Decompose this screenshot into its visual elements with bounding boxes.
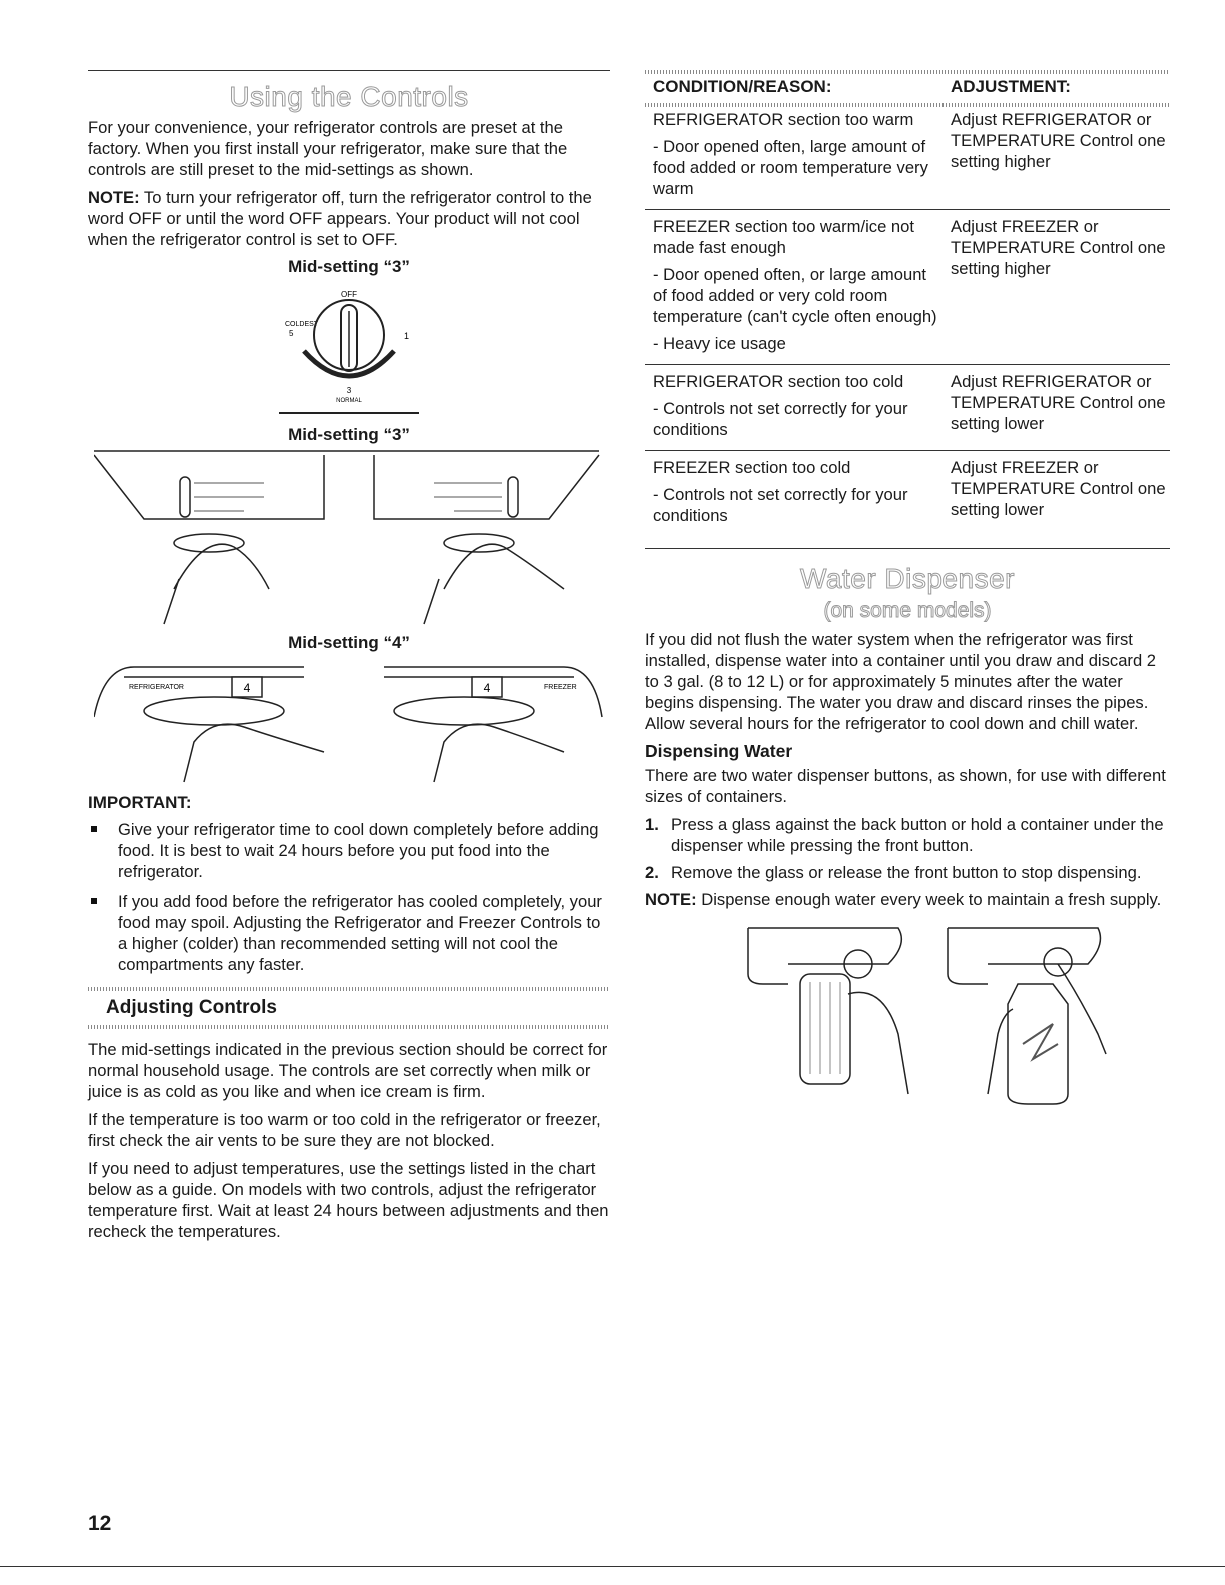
- note-paragraph: [88, 187, 610, 250]
- table-header-row: [645, 74, 1170, 101]
- bottom-rule: [0, 1566, 1225, 1567]
- adjustment-cell: Adjust REFRIGERATOR or TEMPERATURE Control one setting lower: [943, 365, 1170, 451]
- important-item: If you add food before the refrigerator has cooled completely, your food may spoil. Adjusting the Refrigerator and Freezer Controls to a higher (colder) than recommended setting will not cool the compartments any faster.: [88, 891, 610, 975]
- freezer-slider-panel: [384, 667, 602, 782]
- note-text: Dispense enough water every week to maintain a fresh supply.: [696, 890, 1162, 909]
- caption-dial: Mid-setting “3”: [288, 257, 410, 276]
- caption-dual-control: Mid-setting “3”: [288, 425, 410, 444]
- adjusting-controls-heading: Adjusting Controls: [106, 997, 277, 1018]
- table-header-adjustment: ADJUSTMENT:: [951, 77, 1071, 96]
- dial-one-label: 1: [404, 331, 410, 341]
- reason-text: - Door opened often, or large amount of food added or very cold room temperature (can't cycle often enough): [653, 265, 937, 326]
- reason-text: - Controls not set correctly for your conditions: [653, 485, 908, 525]
- adjusting-paragraph: The mid-settings indicated in the previous section should be correct for normal household usage. The controls are set correctly when milk or juice is as cold as you like and when ice cream is firm.: [88, 1040, 608, 1101]
- left-column: [88, 70, 610, 1249]
- table-row: [645, 101, 1170, 210]
- intro-paragraph: For your convenience, your refrigerator controls are preset at the factory. When you first install your refrigerator, make sure that the controls are still preset to the mid-settings as shown.: [88, 118, 568, 179]
- dial-off-label: OFF: [341, 290, 357, 299]
- refrigerator-slider-panel: [94, 667, 324, 782]
- step-item: [645, 862, 1170, 883]
- top-rule: [88, 70, 610, 71]
- dial-five-label: 5: [289, 329, 294, 338]
- dispensing-steps: [645, 814, 1170, 883]
- adjusting-paragraph: If you need to adjust temperatures, use the settings listed in the chart below as a guide. On models with two controls, adjust the refrigerator temperature first. Wait at least 24 hours between adjustments and then recheck the temperatures.: [88, 1159, 609, 1241]
- dial-coldest-label: COLDEST: [285, 321, 319, 328]
- slider-control-illustration: [94, 657, 604, 787]
- adjustment-table: [645, 74, 1170, 549]
- hatch-rule: [88, 1025, 610, 1029]
- step-text: Remove the glass or release the front button to stop dispensing.: [671, 863, 1142, 882]
- condition-cell: [645, 101, 943, 210]
- adjustment-cell: Adjust FREEZER or TEMPERATURE Control one setting higher: [943, 210, 1170, 365]
- reason-text: - Door opened often, large amount of food added or room temperature very warm: [653, 137, 928, 198]
- dial-three-label: 3: [346, 386, 352, 395]
- condition-text: FREEZER section too cold: [653, 458, 851, 477]
- hatch-rule: [88, 987, 610, 991]
- dispenser-glass-illustration: [948, 928, 1106, 1104]
- water-intro-paragraph: If you did not flush the water system when the refrigerator was first installed, dispense water into a container until you draw and discard 2 to 3 gal. (8 to 12 L) or for approximately 5 minutes after the water begins dispensing. The water you draw and discard rinses the pipes. Allow several hours for the refrigerator to cool down and chill water.: [645, 630, 1157, 733]
- table-header-condition: CONDITION/REASON:: [653, 77, 832, 96]
- dispensing-intro-paragraph: There are two water dispenser buttons, as shown, for use with different sizes of containers.: [645, 766, 1166, 806]
- water-note-paragraph: [645, 889, 1170, 910]
- page-number: 12: [88, 1512, 112, 1535]
- condition-cell: [645, 451, 943, 549]
- step-number: 2.: [645, 863, 659, 882]
- dial-control-illustration: [219, 281, 479, 421]
- adjustment-cell: Adjust REFRIGERATOR or TEMPERATURE Control one setting higher: [943, 101, 1170, 210]
- caption-slider-control: Mid-setting “4”: [288, 633, 410, 652]
- important-label: IMPORTANT:: [88, 793, 192, 812]
- section-title-using-controls: Using the Controls: [229, 81, 469, 112]
- adjusting-paragraph: If the temperature is too warm or too cold in the refrigerator or freezer, first check the air vents to be sure they are not blocked.: [88, 1110, 601, 1150]
- condition-cell: [645, 365, 943, 451]
- slider-freezer-value: 4: [483, 681, 491, 695]
- dual-control-illustration: [94, 449, 604, 629]
- reason-text: - Controls not set correctly for your conditions: [653, 399, 908, 439]
- condition-text: FREEZER section too warm/ice not made fast enough: [653, 217, 914, 257]
- important-item: Give your refrigerator time to cool down completely before adding food. It is best to wait 24 hours before you put food into the refrigerator.: [88, 819, 610, 882]
- dispensing-water-heading: Dispensing Water: [645, 741, 793, 761]
- condition-cell: [645, 210, 943, 365]
- dial-normal-label: NORMAL: [336, 398, 362, 404]
- note-label: NOTE:: [645, 890, 697, 909]
- refrigerator-control-panel: [94, 451, 599, 624]
- freezer-control-panel: [374, 455, 599, 624]
- condition-text: REFRIGERATOR section too cold: [653, 372, 904, 391]
- water-dispenser-illustration: [708, 924, 1108, 1124]
- step-item: [645, 814, 1170, 856]
- table-row: [645, 451, 1170, 549]
- note-text: To turn your refrigerator off, turn the refrigerator control to the word OFF or until the word OFF appears. Your product will not cool when the refrigerator control is set to OFF.: [88, 188, 592, 249]
- table-row: [645, 210, 1170, 365]
- slider-refrigerator-value: 4: [243, 681, 251, 695]
- dispenser-container-illustration: [748, 928, 908, 1094]
- table-row: [645, 365, 1170, 451]
- note-label: NOTE:: [88, 188, 140, 207]
- right-column: [645, 70, 1170, 1124]
- adjustment-cell: Adjust FREEZER or TEMPERATURE Control one setting lower: [943, 451, 1170, 549]
- section-title-water-dispenser: Water Dispenser: [800, 563, 1015, 594]
- slider-refrigerator-label: REFRIGERATOR: [129, 684, 184, 691]
- condition-text: REFRIGERATOR section too warm: [653, 110, 914, 129]
- important-list: [88, 819, 610, 975]
- reason-text: - Heavy ice usage: [653, 334, 786, 353]
- step-text: Press a glass against the back button or hold a container under the dispenser while pressing the front button.: [671, 815, 1164, 855]
- slider-freezer-label: FREEZER: [544, 684, 577, 691]
- step-number: 1.: [645, 815, 659, 834]
- section-subtitle-water-dispenser: (on some models): [823, 599, 992, 622]
